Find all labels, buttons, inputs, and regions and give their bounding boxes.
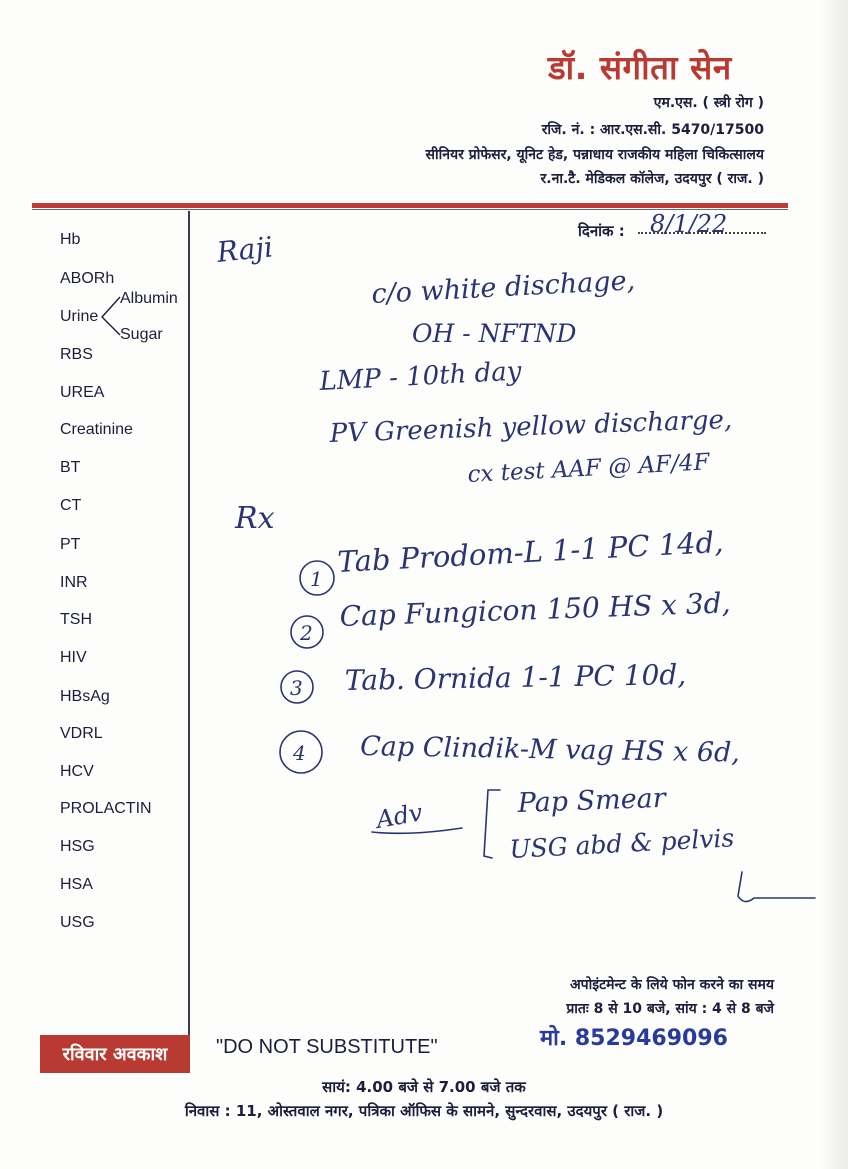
test-hiv: HIV <box>60 649 87 666</box>
residence-address: निवास : 11, ओस्तवाल नगर, पत्रिका ऑफिस के सामने, सुन्दरवास, उदयपुर ( राज. ) <box>184 1102 664 1120</box>
medicine-4: Cap Clindik-M vag HS x 6d, <box>359 731 741 769</box>
test-bt: BT <box>60 459 81 476</box>
med-number-2: 2 <box>300 621 313 645</box>
date-value: 8/1/22 <box>650 210 728 238</box>
med-number-4: 4 <box>293 741 306 765</box>
date-label: दिनांक : <box>578 222 625 240</box>
test-urea: UREA <box>60 384 105 401</box>
test-albumin: Albumin <box>120 290 178 307</box>
do-not-substitute-note: "DO NOT SUBSTITUTE" <box>216 1036 438 1058</box>
mobile-number: मो. 8529469096 <box>540 1026 728 1051</box>
test-sugar: Sugar <box>120 326 163 343</box>
test-urine: Urine <box>60 308 99 325</box>
test-aborh: ABORh <box>60 270 115 287</box>
test-vdrl: VDRL <box>60 725 103 742</box>
test-creatinine: Creatinine <box>60 421 133 438</box>
sunday-holiday-badge: रविवार अवकाश <box>40 1035 190 1073</box>
test-ct: CT <box>60 497 82 514</box>
college-name: र.ना.टै. मेडिकल कॉलेज, उदयपुर ( राज. ) <box>540 171 764 187</box>
complaint-line: c/o white dischage, <box>370 265 636 310</box>
doctor-position: सीनियर प्रोफेसर, यूनिट हेड, पन्नाधाय राजकीय महिला चिकित्सालय <box>425 147 764 163</box>
advice-pap-smear: Pap Smear <box>517 782 667 819</box>
test-usg: USG <box>60 914 95 931</box>
medicine-2: Cap Fungicon 150 HS x 3d, <box>339 586 731 633</box>
test-prolactin: PROLACTIN <box>60 800 152 817</box>
appointment-heading: अपोइंटमेन्ट के लिये फोन करने का समय <box>569 977 774 993</box>
med-number-1: 1 <box>310 567 323 591</box>
medicine-3: Tab. Ornida 1-1 PC 10d, <box>344 658 687 697</box>
medicine-1: Tab Prodom-L 1-1 PC 14d, <box>336 524 725 579</box>
test-hsa: HSA <box>60 876 93 893</box>
advice-label: Adv <box>374 798 425 834</box>
advice-bracket <box>484 790 500 858</box>
test-result-line: cx test AAF @ AF/4F <box>466 449 711 488</box>
doctor-degree: एम.एस. ( स्त्री रोग ) <box>653 95 764 111</box>
doctor-name: डॉ. संगीता सेन <box>548 48 732 87</box>
test-inr: INR <box>60 574 88 591</box>
test-rbs: RBS <box>60 346 93 363</box>
lmp-line: LMP - 10th day <box>318 356 523 397</box>
med-number-3: 3 <box>290 676 303 700</box>
rx-symbol: Rx <box>235 501 275 536</box>
test-pt: PT <box>60 536 81 553</box>
appointment-hours: प्रातः 8 से 10 बजे, सांय : 4 से 8 बजे <box>566 1001 774 1017</box>
test-hsg: HSG <box>60 838 95 855</box>
test-hbsag: HBsAg <box>60 688 110 705</box>
patient-name: Raji <box>215 230 275 269</box>
obstetric-history-line: OH - NFTND <box>412 319 577 348</box>
test-hb: Hb <box>60 231 81 248</box>
advice-usg: USG abd & pelvis <box>508 823 735 864</box>
registration-number: रजि. नं. : आर.एस.सी. 5470/17500 <box>541 122 764 138</box>
test-tsh: TSH <box>60 611 92 628</box>
pv-exam-line: PV Greenish yellow discharge, <box>329 404 733 449</box>
doctor-signature <box>738 872 815 902</box>
test-hcv: HCV <box>60 763 94 780</box>
evening-hours: सायं: 4.00 बजे से 7.00 बजे तक <box>322 1078 526 1096</box>
